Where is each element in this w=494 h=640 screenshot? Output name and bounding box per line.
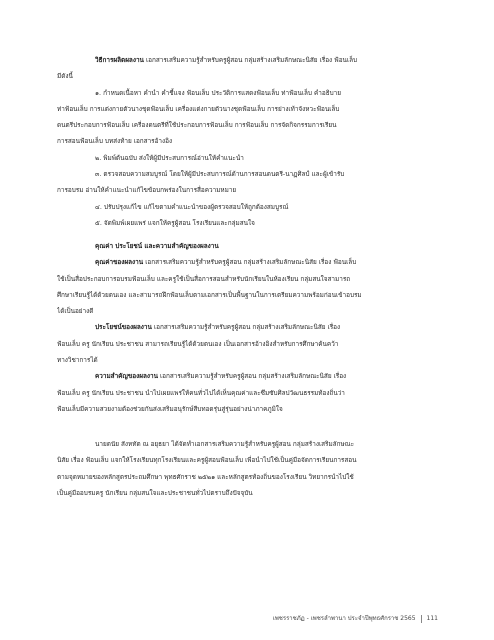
value-heading: คุณค่าของผลงาน — [95, 258, 144, 267]
importance-line: ฟ้อนเล็บมีความสวยงามต้องช่วยกันส่งเสริมอนุรักษ์สืบทอดรุ่นสู่รุ่นอย่างน่าภาคภูมิใจ — [57, 404, 283, 413]
benefit-line: ฟ้อนเล็บ ครู นักเรียน ประชาชน สามารถเรียนรู้ได้ด้วยตนเอง เป็นเอกสารอ้างอิงสำหรับการศึกษาค้นคว้า — [57, 339, 339, 348]
method-line: มีดังนี้ — [57, 72, 73, 81]
method-heading: วิธีการผลิตผลงาน — [95, 56, 144, 64]
method-item-cont: การสอนฟ้อนเล็บ บทส่งท้าย เอกสารอ้างอิง — [57, 137, 173, 146]
page-number: 111 — [426, 615, 438, 622]
method-item-cont: ท่าฟ้อนเล็บ การแต่งกายตัวนางชุดฟ้อนเล็บ เครื่องแต่งกายตัวนางชุดฟ้อนเล็บ การย่างเท้าจังหวะฟ้อนเล็บ — [57, 104, 340, 113]
footer-divider — [421, 615, 422, 623]
closing-section — [57, 436, 435, 501]
method-section — [57, 52, 435, 231]
method-item: ๒. พิมพ์ต้นฉบับ ส่งให้ผู้มีประสบการณ์อ่านให้คำแนะนำ — [95, 153, 244, 162]
importance-line: ฟ้อนเล็บ ครู นักเรียน ประชาชน นำไปเผยแพร่ให้คนทั่วไปได้เห็นคุณค่าและซึมซับศิลปวัฒนธรรมท้องถิ่นว่า — [57, 388, 345, 397]
closing-line: เป็นคู่มืออบรมครู นักเรียน กลุ่มสนใจและประชาชนทั่วไปตราบถึงปัจจุบัน — [57, 488, 253, 497]
method-item-cont: ดนตรีประกอบการฟ้อนเล็บ เครื่องดนตรีที่ใช้ประกอบการฟ้อนเล็บ การฟ้อนเล็บ การจัดกิจกรรมการเรียน — [57, 121, 337, 130]
importance-line: เอกสารเสริมความรู้สำหรับครูผู้สอน กลุ่มสร้างเสริมลักษณะนิสัย เรื่อง — [160, 372, 347, 381]
importance-heading: ความสำคัญของผลงาน — [95, 372, 158, 381]
benefit-heading: ประโยชน์ของผลงาน — [95, 323, 152, 332]
method-item: ๕. จัดพิมพ์เผยแพร่ แจกให้ครูผู้สอน โรงเรียนและกลุ่มสนใจ — [95, 218, 255, 227]
value-line: ใช้เป็นสื่อประกอบการอบรมฟ้อนเล็บ และครูใช้เป็นสื่อการสอนสำหรับนักเรียนในห้องเรียน กลุ่มสนใจสามารถ — [57, 274, 351, 283]
value-line: เอกสารเสริมความรู้สำหรับครูผู้สอน กลุ่มสร้างเสริมลักษณะนิสัย เรื่อง ฟ้อนเล็บ — [145, 258, 357, 267]
benefit-line: ทางวิชาการได้ — [57, 356, 98, 365]
closing-line: นิสัย เรื่อง ฟ้อนเล็บ แจกให้โรงเรียนทุกโรงเรียนและครูผู้สอนฟ้อนเล็บ เพื่อนำไปใช้เป็นคู่มือจัดการเรียนการสอน — [57, 456, 357, 465]
closing-line: นายดนัย สังหทัต ณ อยุธยา ได้จัดทำเอกสารเสริมความรู้สำหรับครูผู้สอน กลุ่มสร้างเสริมลักษณะ — [95, 440, 355, 448]
method-item: ๓. ตรวจสอบความสมบูรณ์ โดยให้ผู้มีประสบการณ์ด้านการสอนดนตรี-นาฏศิลป์ และผู้เข้ารับ — [95, 170, 345, 179]
benefit-line: เอกสารเสริมความรู้สำหรับครูผู้สอน กลุ่มสร้างเสริมลักษณะนิสัย เรื่อง — [153, 323, 341, 332]
method-line: เอกสารเสริมความรู้สำหรับครูผู้สอน กลุ่มสร้างเสริมลักษณะนิสัย เรื่อง ฟ้อนเล็บ — [145, 56, 358, 64]
value-line: ศึกษาเรียนรู้ได้ด้วยตนเอง และสามารถฝึกฟ้อนเล็บตามเอกสารเป็นพื้นฐานในการเตรียมความพร้อมก่อนเข้าอบรม — [57, 290, 362, 299]
value-section-heading: คุณค่า ประโยชน์ และความสำคัญของผลงาน — [95, 242, 219, 250]
page-footer — [238, 614, 438, 624]
closing-line: ตามจุดหมายของหลักสูตรประถมศึกษา พุทธศักราช ๒๕๒๑ และหลักสูตรท้องถิ่นของโรงเรียน วิทยากรนำไปใช้ — [57, 472, 354, 481]
method-item-cont: การอบรม อ่านให้คำแนะนำแก้ไขข้อบกพร่องในการสื่อความหมาย — [57, 186, 237, 195]
footer-text: เพชรราชภัฏ - เพชรลำพานา ประจำปีพุทธศักราช 2565 — [272, 615, 416, 622]
method-item: ๔. ปรับปรุงแก้ไข แก้ไขตามคำแนะนำของผู้ตรวจสอบให้ถูกต้องสมบูรณ์ — [95, 202, 289, 211]
value-line: ได้เป็นอย่างดี — [57, 307, 94, 316]
value-section — [57, 238, 435, 417]
method-item: ๑. กำหนดเนื้อหา คำนำ คำชี้แจง ฟ้อนเล็บ ประวัติการแสดงฟ้อนเล็บ ท่าฟ้อนเล็บ คำอธิบาย — [95, 88, 341, 97]
